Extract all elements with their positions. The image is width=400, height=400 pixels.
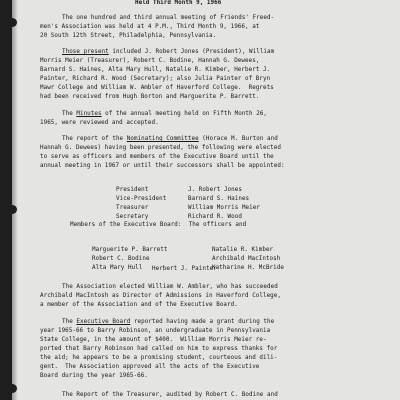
text-line: a member of the Association and of the Executive Board. [40,302,238,308]
member-name: Marguerite P. Barrett [92,247,168,254]
document-page [12,0,400,400]
text-line: men's Association was held at 4 P.M., Third Month 9, 1966, at [40,24,260,30]
member-name: Archibald MacIntosh [212,256,281,263]
text-line: The Minutes of the annual meeting held on Fifth Month 26, [62,111,268,117]
text-line: Board during the year 1965-66. [40,373,148,379]
text-line: had been received from Hugh Borton and Marguerite P. Barrett. [40,94,260,100]
text-line: Hannah G. Dewees) having been presented, the following were elected [40,145,281,151]
meeting-date-header: Held Third Month 9, 1966 [135,0,222,6]
text-line: The one hundred and third annual meeting of Friends' Freed- [62,15,275,21]
member-name: Robert C. Bodine [92,256,150,263]
text-line: Barnard S. Haines, Alta Mary Hull, Natalie R. Kimber, Herbert J. [40,67,271,73]
text-line: The Report of the Treasurer, audited by Robert C. Bodine and [62,392,278,398]
text-line: Archibald MacIntosh as Director of Admissions in Haverford College, [40,293,281,299]
section-heading: Executive Board [76,319,131,325]
text-line: to serve as officers and members of the Executive Board until the [40,154,274,160]
section-heading: Nominating Committee [126,136,199,142]
text-line: The report of the Nominating Committee (Horace M. Burton and [62,136,278,142]
text-line: The Association elected William W. Ambler, who has succeeded [62,284,278,290]
member-name: Alta Mary Hull [92,265,143,272]
text-line: State College, in the amount of $400. William Morris Meier re- [40,337,267,343]
text-line: Mawr College and William W. Ambler of Haverford College. Regrets [40,85,274,91]
text-line: Members of the Executive Board: The officers and [70,222,247,228]
text-line: Painter, Richard R. Wood (Secretary); also Julia Painter of Bryn [40,76,271,82]
text-line: The Executive Board reported having made a grant during the [62,319,275,325]
binder-hole [12,384,17,393]
text-line: year 1965-66 to Barry Robinson, an undergraduate in Pennsylvania [40,328,271,334]
text-line: ported that Barry Robinson had called on him to express thanks for [40,346,278,352]
member-name: Natalie R. Kimber [212,247,274,254]
binder-hole [12,18,17,27]
officer-name: William Morris Meier [188,205,260,212]
officer-title: President [116,187,149,194]
officer-name: Richard R. Wood [188,214,242,221]
officer-title: Secretary [116,214,149,221]
text-line: the aid; he appears to be a promising student, courteous and dili- [40,355,278,361]
text-line: 1965, were reviewed and accepted. [40,120,159,126]
officer-name: J. Robert Jones [188,187,242,194]
text-line: gent. The Association approved all the acts of the Executive [40,364,260,370]
text-line: 20 South 12th Street, Philadelphia, Pennsylvania. [40,33,217,39]
officer-title: Treasurer [116,205,149,212]
section-heading: Minutes [76,111,102,117]
text-line: Those present included J. Robert Jones (President), William [62,49,275,55]
member-name: Katharine H. McBride [212,265,284,272]
officer-name: Barnard S. Haines [188,196,250,203]
binder-hole [12,205,17,214]
member-name: Herbert J. Painter [152,266,217,272]
text-line: annual meeting in 1967 or until their successors shall be appointed: [40,163,285,169]
text-line: Morris Meier (Treasurer), Robert C. Bodine, Hannah G. Dewees, [40,58,260,64]
section-heading: Those present [62,49,109,55]
officer-title: Vice-President [116,196,167,203]
